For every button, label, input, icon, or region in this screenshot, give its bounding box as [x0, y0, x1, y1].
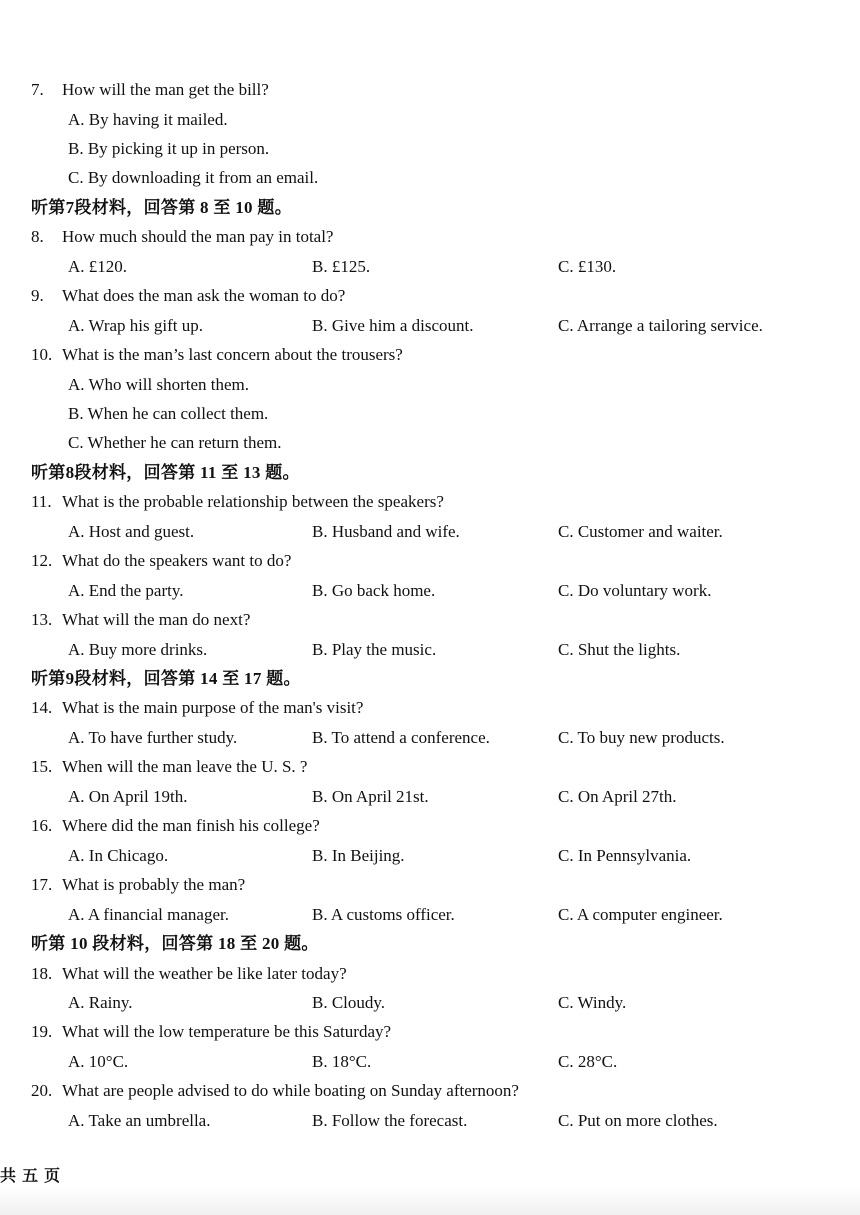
option-b: B. A customs officer.	[312, 904, 455, 924]
option-a: A. A financial manager.	[68, 904, 229, 924]
question-text: What is the man’s last concern about the trousers?	[62, 345, 403, 365]
option-row	[0, 635, 860, 665]
section-instruction-text: 听第8段材料，回答第 11 至 13 题。	[31, 462, 300, 482]
question-text: What does the man ask the woman to do?	[62, 286, 346, 306]
question-text: When will the man leave the U. S. ?	[62, 757, 308, 777]
option-c: C. To buy new products.	[558, 727, 725, 747]
option-c: C. On April 27th.	[558, 786, 677, 806]
option-a: A. Take an umbrella.	[68, 1110, 211, 1130]
question-text: Where did the man finish his college?	[62, 816, 320, 836]
option-c: C. 28°C.	[558, 1051, 618, 1071]
option-text: B. By picking it up in person.	[68, 138, 270, 158]
option-c: C. Shut the lights.	[558, 639, 681, 659]
question-number: 11.	[31, 492, 52, 512]
question-row	[0, 1076, 860, 1106]
question-number: 19.	[31, 1022, 53, 1042]
option-a: A. Wrap his gift up.	[68, 315, 203, 335]
option-a: A. Host and guest.	[68, 521, 195, 541]
question-row	[0, 959, 860, 989]
question-text: What is probably the man?	[62, 875, 246, 895]
question-row	[0, 693, 860, 723]
question-text: What is the probable relationship between the speakers?	[62, 492, 444, 512]
option-row	[0, 105, 860, 135]
option-row	[0, 134, 860, 164]
question-row	[0, 340, 860, 370]
option-text: B. When he can collect them.	[68, 403, 269, 423]
option-b: B. In Beijing.	[312, 845, 405, 865]
option-c: C. Put on more clothes.	[558, 1110, 718, 1130]
option-c: C. In Pennsylvania.	[558, 845, 692, 865]
option-a: A. To have further study.	[68, 727, 238, 747]
option-b: B. On April 21st.	[312, 786, 429, 806]
question-number: 13.	[31, 610, 53, 630]
option-a: A. On April 19th.	[68, 786, 188, 806]
option-row	[0, 723, 860, 753]
option-b: B. Husband and wife.	[312, 521, 460, 541]
question-row	[0, 487, 860, 517]
section-instruction	[0, 458, 860, 488]
option-row	[0, 1047, 860, 1077]
option-c: C. Arrange a tailoring service.	[558, 315, 763, 335]
option-row	[0, 252, 860, 282]
option-b: B. Play the music.	[312, 639, 437, 659]
question-number: 9.	[31, 286, 44, 306]
question-number: 18.	[31, 963, 53, 983]
option-b: B. 18°C.	[312, 1051, 372, 1071]
option-a: A. £120.	[68, 256, 128, 276]
option-row	[0, 1106, 860, 1136]
option-b: B. Cloudy.	[312, 992, 386, 1012]
question-number: 8.	[31, 227, 44, 247]
question-text: What are people advised to do while boating on Sunday afternoon?	[62, 1081, 519, 1101]
question-row	[0, 1017, 860, 1047]
section-instruction-text: 听第7段材料，回答第 8 至 10 题。	[31, 197, 292, 217]
section-instruction	[0, 929, 860, 959]
option-row	[0, 900, 860, 930]
option-row	[0, 311, 860, 341]
option-b: B. £125.	[312, 256, 371, 276]
question-number: 12.	[31, 551, 53, 571]
option-row	[0, 399, 860, 429]
option-row	[0, 782, 860, 812]
option-row	[0, 428, 860, 458]
option-text: A. By having it mailed.	[68, 109, 228, 129]
question-number: 10.	[31, 345, 53, 365]
page-bottom-edge	[0, 1185, 860, 1215]
option-b: B. To attend a conference.	[312, 727, 490, 747]
option-c: C. Do voluntary work.	[558, 580, 712, 600]
question-number: 17.	[31, 875, 53, 895]
option-c: C. Windy.	[558, 992, 627, 1012]
section-instruction	[0, 193, 860, 223]
question-text: How much should the man pay in total?	[62, 227, 334, 247]
question-text: How will the man get the bill?	[62, 80, 269, 99]
question-text: What is the main purpose of the man's visit?	[62, 698, 364, 718]
option-row	[0, 988, 860, 1018]
question-row	[0, 811, 860, 841]
question-row	[0, 75, 860, 105]
question-number: 20.	[31, 1081, 53, 1101]
question-row	[0, 281, 860, 311]
option-a: A. Buy more drinks.	[68, 639, 208, 659]
option-text: A. Who will shorten them.	[68, 374, 249, 394]
page-footer: 共五页	[0, 1168, 67, 1185]
question-row	[0, 752, 860, 782]
question-text: What will the weather be like later today?	[62, 963, 347, 983]
section-instruction-text: 听第9段材料，回答第 14 至 17 题。	[31, 669, 301, 688]
section-instruction	[0, 664, 860, 694]
question-number: 14.	[31, 698, 53, 718]
option-a: A. End the party.	[68, 580, 184, 600]
option-b: B. Follow the forecast.	[312, 1110, 468, 1130]
option-a: A. In Chicago.	[68, 845, 169, 865]
option-text: C. By downloading it from an email.	[68, 168, 319, 188]
option-text: C. Whether he can return them.	[68, 433, 282, 453]
option-b: B. Give him a discount.	[312, 315, 474, 335]
question-row	[0, 605, 860, 635]
question-text: What do the speakers want to do?	[62, 551, 292, 571]
option-row	[0, 370, 860, 400]
option-a: A. 10°C.	[68, 1051, 129, 1071]
question-text: What will the low temperature be this Saturday?	[62, 1022, 392, 1042]
question-row	[0, 870, 860, 900]
question-text: What will the man do next?	[62, 610, 251, 630]
question-number: 16.	[31, 816, 53, 836]
option-row	[0, 517, 860, 547]
option-c: C. £130.	[558, 256, 617, 276]
question-number: 7.	[31, 80, 44, 99]
option-row	[0, 163, 860, 193]
option-row	[0, 576, 860, 606]
option-row	[0, 841, 860, 871]
question-row	[0, 222, 860, 252]
option-c: C. A computer engineer.	[558, 904, 723, 924]
option-b: B. Go back home.	[312, 580, 436, 600]
question-number: 15.	[31, 757, 53, 777]
section-instruction-text: 听第 10 段材料，回答第 18 至 20 题。	[31, 934, 319, 953]
option-c: C. Customer and waiter.	[558, 521, 723, 541]
question-row	[0, 546, 860, 576]
option-a: A. Rainy.	[68, 992, 133, 1012]
